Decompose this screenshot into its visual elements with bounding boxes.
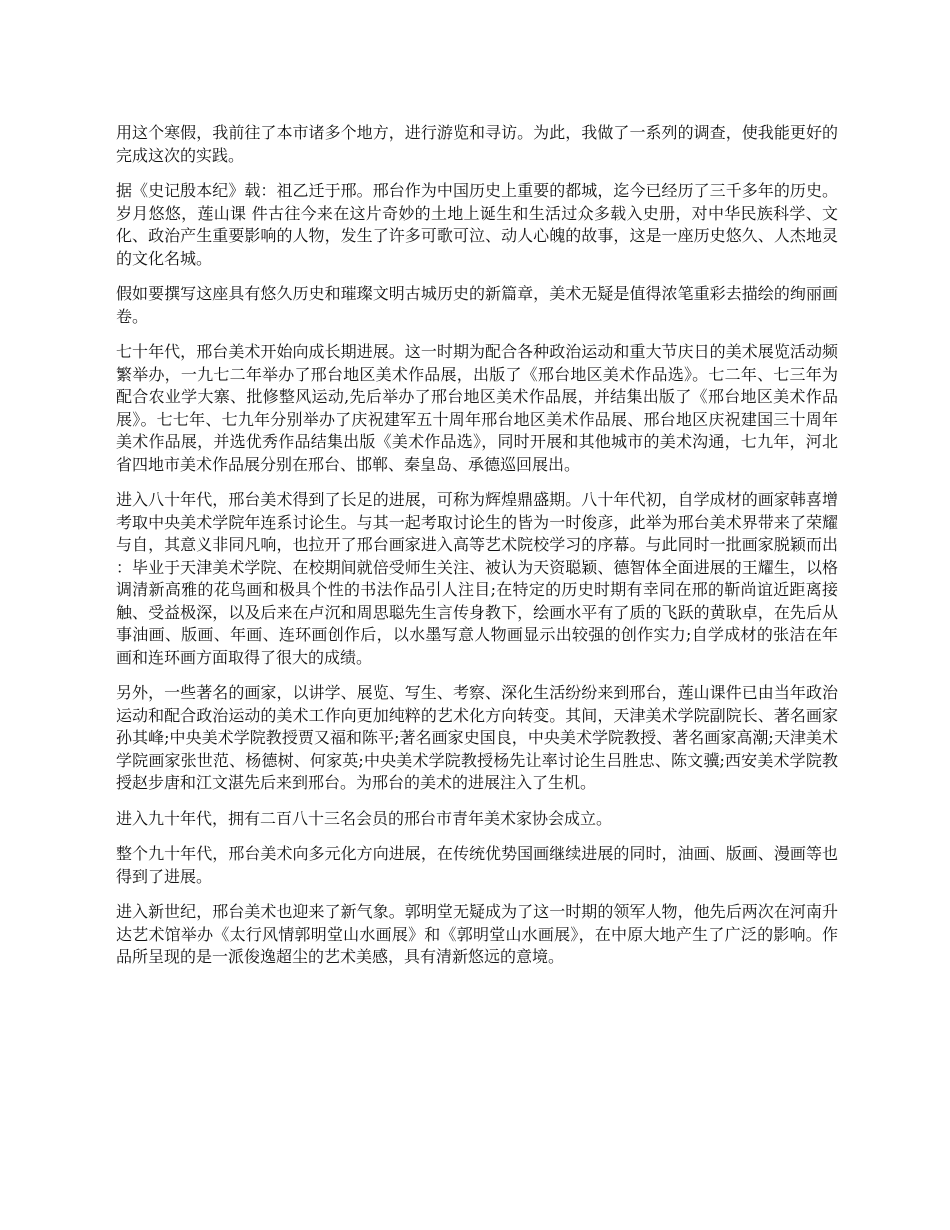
- paragraph-1980s: 进入八十年代，邢台美术得到了长足的进展，可称为辉煌鼎盛期。八十年代初，自学成材的画家韩喜增考取中央美术学院年连系讨论生。与其一起考取讨论生的皆为一时俊彦，此举为邢台美术界带来了荣耀与自，其意义非同凡响，也拉开了邢台画家进入高等艺术院校学习的序幕。与此同时一批画家脱颖而出：毕业于天津美术学院、在校期间就倍受师生关注、被认为天资聪颖、德智体全面进展的王耀生，以格调清新高雅的花鸟画和极具个性的书法作品引人注目;在特定的历史时期有幸同在邢的靳尚谊近距离接触、受益极深，以及后来在卢沉和周思聪先生言传身教下，绘画水平有了质的飞跃的黄耿卓，在先后从事油画、版画、年画、连环画创作后，以水墨写意人物画显示出较强的创作实力;自学成材的张洁在年画和连环画方面取得了很大的成绩。: [116, 490, 838, 667]
- paragraph-winter-trip: 用这个寒假，我前往了本市诸多个地方，进行游览和寻访。为此，我做了一系列的调查，使我能更好的完成这次的实践。: [116, 123, 838, 165]
- paragraph-1970s: 七十年代，邢台美术开始向成长期进展。这一时期为配合各种政治运动和重大节庆日的美术展览活动频繁举办，一九七二年举办了邢台地区美术作品展，出版了《邢台地区美术作品选》。七二年、七三年为配合农业学大寨、批修整风运动,先后举办了邢台地区美术作品展，并结集出版了《邢台地区美术作品展》。七七年、七九年分别举办了庆祝建军五十周年邢台地区美术作品展、邢台地区庆祝建国三十周年美术作品展，并选优秀作品结集出版《美术作品选》，同时开展和其他城市的美术沟通，七九年，河北省四地市美术作品展分别在邢台、邯郸、秦皇岛、承德巡回展出。: [116, 342, 838, 474]
- paragraph-new-chapter: 假如要撰写这座具有悠久历史和璀璨文明古城历史的新篇章，美术无疑是值得浓笔重彩去描绘的绚丽画卷。: [116, 284, 838, 326]
- paragraph-1990s-diversity: 整个九十年代，邢台美术向多元化方向进展，在传统优势国画继续进展的同时，油画、版画、漫画等也得到了进展。: [116, 844, 838, 886]
- paragraph-1990s-association: 进入九十年代，拥有二百八十三名会员的邢台市青年美术家协会成立。: [116, 808, 613, 828]
- document-body: [116, 122, 838, 982]
- paragraph-history: 据《史记殷本纪》载：祖乙迁于邢。邢台作为中国历史上重要的都城，迄今已经历了三千多年的历史。岁月悠悠，莲山课 件古往今来在这片奇妙的土地上诞生和生活过众多载入史册，对中华民族科学、文化、政治产生重要影响的人物，发生了许多可歌可泣、动人心魄的故事，这是一座历史悠久、人杰地灵的文化名城。: [116, 181, 838, 268]
- paragraph-new-century: 进入新世纪，邢台美术也迎来了新气象。郭明堂无疑成为了这一时期的领军人物，他先后两次在河南升达艺术馆举办《太行风情郭明堂山水画展》和《郭明堂山水画展》，在中原大地产生了广泛的影响。作品所呈现的是一派俊逸超尘的艺术美感，具有清新悠远的意境。: [116, 902, 838, 966]
- paragraph-visiting-artists: 另外，一些著名的画家，以讲学、展览、写生、考察、深化生活纷纷来到邢台，莲山课件已由当年政治运动和配合政治运动的美术工作向更加纯粹的艺术化方向转变。其间，天津美术学院副院长、著名画家孙其峰;中央美术学院教授贾又福和陈平;著名画家史国良，中央美术学院教授、著名画家高潮;天津美术学院画家张世范、杨德树、何家英;中央美术学院教授杨先让率讨论生吕胜忠、陈文骥;西安美术学院教授赵步唐和江文湛先后来到邢台。为邢台的美术的进展注入了生机。: [116, 683, 838, 792]
